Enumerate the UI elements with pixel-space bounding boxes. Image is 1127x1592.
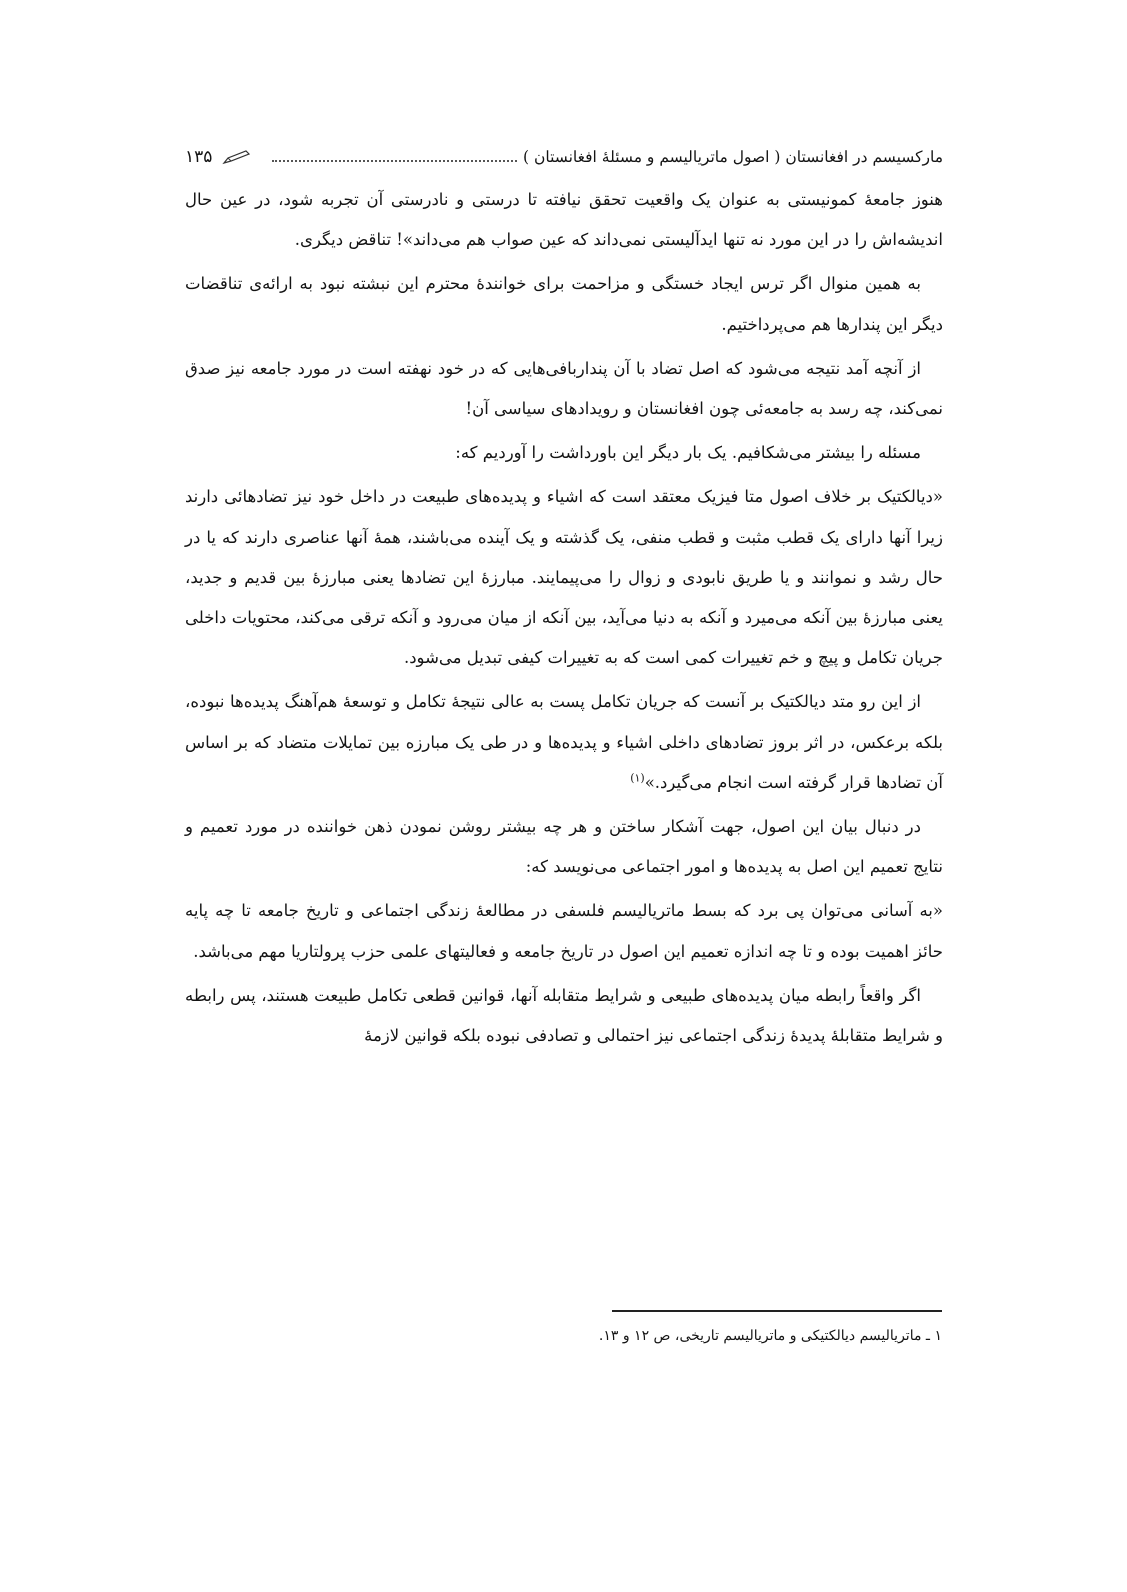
paragraph [185, 264, 943, 344]
paragraph [185, 976, 943, 1056]
header-title: مارکسیسم در افغانستان ( اصول ماتریالیسم و مسئلهٔ افغانستان ) [523, 148, 943, 166]
paragraph-text: به همین منوال اگر ترس ایجاد خستگی و مزاحمت برای خوانندهٔ محترم این نبشته نبود به ارائه‌ی تناقضات دیگر این پندارها هم می‌پرداختیم. [185, 274, 943, 334]
paragraph [185, 433, 943, 473]
paragraph-text: «به آسانی می‌توان پی برد که بسط ماتریالیسم فلسفی در مطالعهٔ زندگی اجتماعی و تاریخ جامعه تا چه پایه حائز اهمیت بوده و تا چه اندازه تعمیم این اصول در تاریخ جامعه و فعالیتهای علمی حزب پرولتاریا مهم می‌باشد. [185, 901, 943, 961]
paragraph [185, 682, 943, 803]
paragraph-text: مسئله را بیشتر می‌شکافیم. یک بار دیگر این باورداشت را آوردیم که: [455, 443, 921, 463]
footnote: ١ ـ ماتریالیسم دیالکتیکی و ماتریالیسم تاریخی، ص ١٢ و ١٣. [598, 1328, 942, 1344]
pen-icon [222, 149, 252, 165]
running-header [185, 140, 943, 174]
page-number: ١٣۵ [185, 147, 213, 167]
paragraph-text: هنوز جامعهٔ کمونیستی به عنوان یک واقعیت تحقق نیافته تا درستی و نادرستی آن تجربه شود، در عین حال اندیشه‌اش را در این مورد نه تنها ایدآلیستی نمی‌داند که عین صواب هم می‌داند»! تناقض دیگری. [185, 190, 943, 250]
paragraph-text: در دنبال بیان این اصول، جهت آشکار ساختن و هر چه بیشتر روشن نمودن ذهن خواننده در مورد تعمیم و نتایج تعمیم این اصل به پدیده‌ها و امور اجتماعی می‌نویسد که: [185, 817, 943, 877]
paragraph [185, 891, 943, 971]
footnote-marker: (١) [630, 771, 645, 785]
paragraph-text: «دیالکتیک بر خلاف اصول متا فیزیک معتقد است که اشیاء و پدیده‌های طبیعت در داخل خود نیز تضادهائی دارند زیرا آنها دارای یک قطب مثبت و قطب منفی، یک گذشته و یک آینده می‌باشند، همهٔ آنها عناصری دارند که یا در حال رشد و نموانند و یا طریق نابودی و زوال را می‌پیمایند. مبارزهٔ این تضادها یعنی مبارزهٔ بین قدیم و جدید، یعنی مبارزهٔ بین آنکه می‌میرد و آنکه به دنیا می‌آید، بین آنکه از میان می‌رود و آنکه ترقی می‌کند، محتویات داخلی جریان تکامل و پیچ و خم تغییرات کمی است که به تغییرات کیفی تبدیل می‌شود. [185, 487, 943, 668]
paragraph-text: اگر واقعاً رابطه میان پدیده‌های طبیعی و شرایط متقابله آنها، قوانین قطعی تکامل طبیعت هستند، پس رابطه و شرایط متقابلهٔ پدیدهٔ زندگی اجتماعی نیز احتمالی و تصادفی نبوده بلکه قوانین لازمهٔ [185, 985, 943, 1046]
paragraph [185, 180, 943, 260]
paragraph-text: از این رو متد دیالکتیک بر آنست که جریان تکامل پست به عالی نتیجهٔ تکامل و توسعهٔ هم‌آهنگ پدیده‌ها نبوده، بلکه برعکس، در اثر بروز تضادهای داخلی اشیاء و پدیده‌ها و در طی یک مبارزه بین تمایلات متضاد که بر اساس آن تضادها قرار گرفته است انجام می‌گیرد.» [185, 692, 943, 792]
paragraph [185, 477, 943, 678]
header-dotted-leader [272, 160, 517, 162]
paragraph [185, 807, 943, 887]
paragraph-text: از آنچه آمد نتیجه می‌شود که اصل تضاد با آن پنداربافی‌هایی که در خود نهفته است در مورد جامعه نیز صدق نمی‌کند، چه رسد به جامعه‌ئی چون افغانستان و رویدادهای سیاسی آن! [185, 358, 943, 419]
footnote-divider [612, 1310, 942, 1312]
paragraph [185, 349, 943, 429]
body-text [185, 180, 943, 1060]
